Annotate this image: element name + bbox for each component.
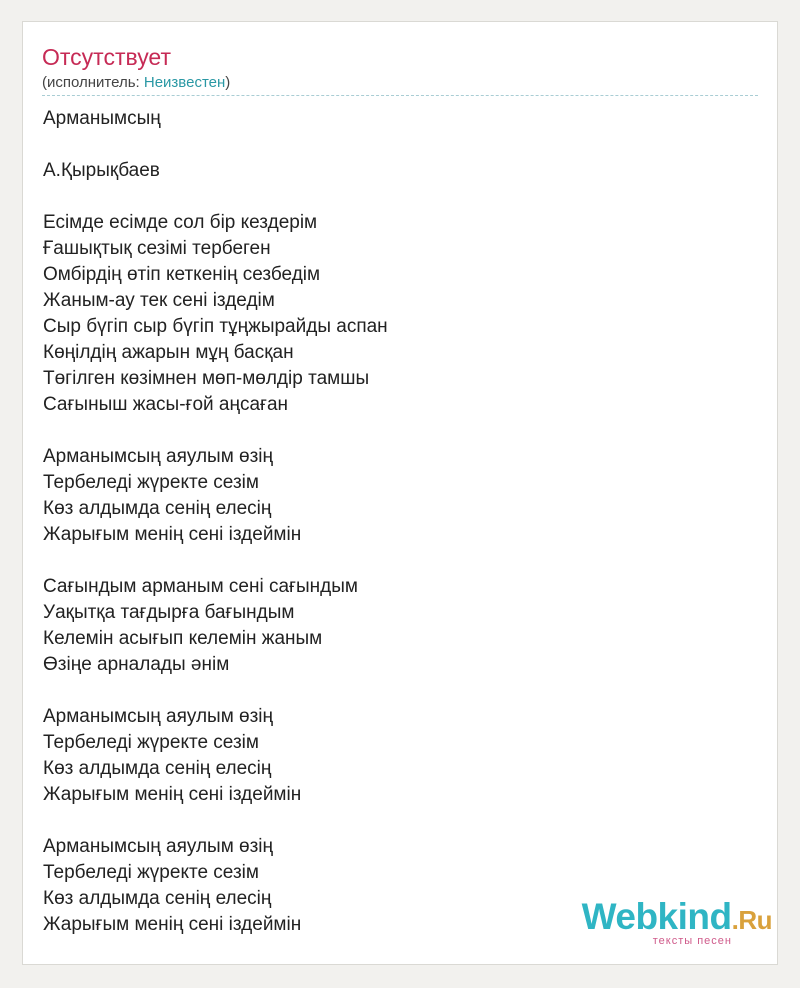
lyric-line: Көз алдымда сенің елесің — [43, 758, 272, 779]
lyric-line: Өзіңе арналады әнім — [43, 654, 230, 675]
lyric-line: Көз алдымда сенің елесің — [43, 888, 272, 909]
divider — [42, 95, 758, 96]
lyric-line: Арманымсың аяулым өзің — [43, 446, 274, 467]
logo-tld: .Ru — [731, 905, 772, 935]
lyric-line: Тербеледі жүректе сезім — [43, 732, 259, 753]
artist-prefix: (исполнитель: — [42, 74, 144, 91]
lyric-line: Тербеледі жүректе сезім — [43, 472, 259, 493]
webkind-logo[interactable] — [582, 898, 772, 947]
lyric-line: Жарығым менің сені іздеймін — [43, 914, 302, 935]
lyric-line: Есімде есімде сол бір кездерім — [43, 212, 318, 233]
logo-brand: Webkind — [581, 896, 732, 937]
lyric-line: Омбірдің өтіп кеткенің сезбедім — [43, 264, 321, 285]
lyric-line: Келемін асығып келемін жаным — [43, 628, 323, 649]
artist-link[interactable]: Неизвестен — [143, 74, 226, 91]
lyric-line: Жарығым менің сені іздеймін — [43, 784, 302, 805]
lyric-line: Көңілдің ажарын мұң басқан — [43, 342, 294, 363]
stanza-gap — [43, 184, 388, 210]
stanza-gap — [43, 132, 388, 158]
lyric-line: Жаным-ау тек сені іздедім — [43, 290, 275, 311]
lyric-line: Тербеледі жүректе сезім — [43, 862, 259, 883]
lyric-line: Көз алдымда сенің елесің — [43, 498, 272, 519]
lyric-line: Сағындым арманым сені сағындым — [43, 576, 358, 597]
lyric-line: Жарығым менің сені іздеймін — [43, 524, 302, 545]
stanza-gap — [43, 808, 388, 834]
logo-tagline: тексты песен — [652, 935, 732, 947]
lyric-line: А.Қырықбаев — [43, 160, 160, 181]
stanza-gap — [43, 418, 388, 444]
stanza-gap — [43, 548, 388, 574]
artist-line — [42, 74, 230, 92]
lyric-line: Уақытқа тағдырға бағындым — [43, 602, 295, 623]
song-title: Отсутствует — [42, 44, 171, 70]
lyric-line: Арманымсың аяулым өзің — [43, 706, 274, 727]
lyrics-card — [22, 21, 778, 965]
stanza-gap — [43, 678, 388, 704]
lyric-line: Арманымсың — [43, 108, 161, 129]
lyrics-body — [43, 106, 388, 938]
logo-wordmark — [582, 898, 772, 939]
lyric-line: Арманымсың аяулым өзің — [43, 836, 274, 857]
lyric-line: Сыр бүгіп сыр бүгіп тұңжырайды аспан — [43, 316, 388, 337]
artist-suffix: ) — [225, 74, 231, 91]
lyric-line: Төгілген көзімнен мөп-мөлдір тамшы — [43, 368, 370, 389]
lyric-line: Ғашықтық сезімі тербеген — [43, 238, 271, 259]
lyric-line: Сағыныш жасы-ғой аңсаған — [43, 394, 289, 415]
